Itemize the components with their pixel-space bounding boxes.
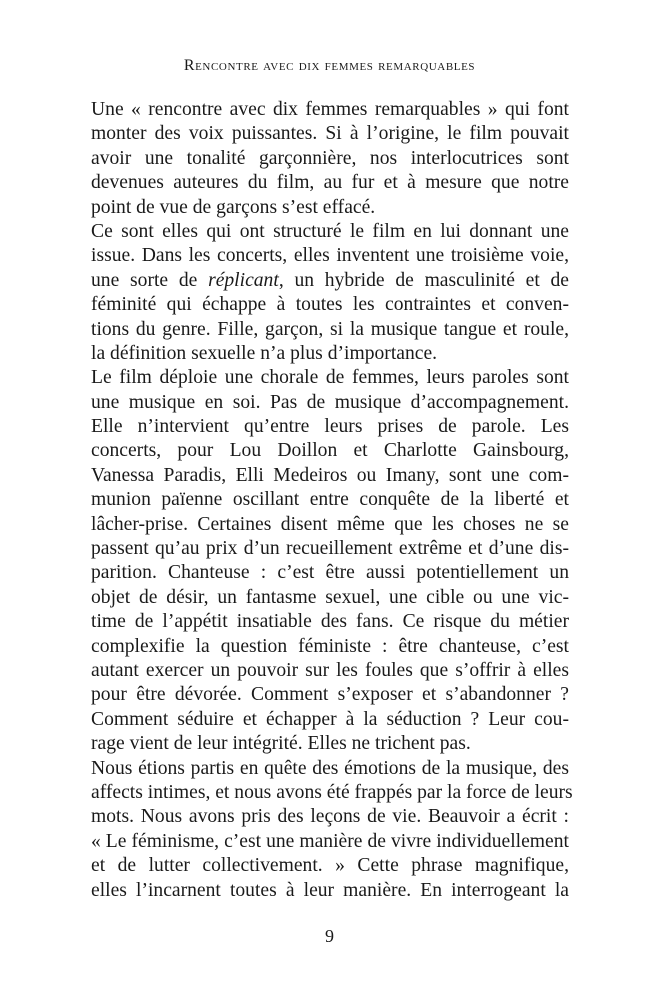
text-line: Elle n’intervient qu’entre leurs prises de parole. Les [91,416,569,438]
text-line: objet de désir, un fantasme sexuel, une cible ou une vic- [91,586,569,608]
text-line: point de vue de garçons s’est effacé. [91,196,376,218]
text-line: et de lutter collectivement. » Cette phrase magnifique, [91,855,569,877]
text-segment: , un hybride de masculinité et de [278,269,569,291]
text-line: autant exercer un pouvoir sur les foules que s’offrir à elles [91,659,569,681]
paragraph-4 [91,757,573,903]
text-line: avoir une tonalité garçonnière, nos interlocutrices sont [91,147,569,169]
page-number: 9 [325,926,334,946]
text-line: parition. Chanteuse : c’est être aussi potentiellement un [91,562,569,584]
paragraph-2 [91,220,569,366]
text-line: issue. Dans les concerts, elles inventent une troisième voie, [91,245,569,267]
text-line: Le film déploie une chorale de femmes, leurs paroles sont [91,367,569,389]
text-segment: une sorte de [91,269,209,291]
text-line: Comment séduire et échapper à la séduction ? Leur cou- [91,708,569,730]
text-line: elles l’incarnent toutes à leur manière. En interrogeant la [91,879,569,901]
text-line: Une « rencontre avec dix femmes remarquables » qui font [91,99,569,120]
text-line: passent qu’au prix d’un recueillement extrême et d’une dis- [91,538,569,560]
text-line: Ce sont elles qui ont structuré le film en lui donnant une [91,220,569,242]
text-line: lâcher-prise. Certaines disent même que les choses ne se [91,513,569,535]
text-line: affects intimes, et nous avons été frappés par la force de leurs [91,781,573,803]
text-line: féminité qui échappe à toutes les contraintes et conven- [91,294,569,316]
text-line: munion païenne oscillant entre conquête de la liberté et [91,489,569,511]
text-line: mots. Nous avons pris des leçons de vie. Beauvoir a écrit : [91,806,569,828]
text-line: « Le féminisme, c’est une manière de vivre individuellement [91,830,569,852]
text-line: la définition sexuelle n’a plus d’importance. [91,342,438,364]
paragraph-1 [91,98,569,220]
text-line-mixed [91,269,569,293]
text-line: monter des voix puissantes. Si à l’origine, le film pouvait [91,123,569,145]
text-line: pour être dévorée. Comment s’exposer et s’abandonner ? [91,684,569,706]
text-line: time de l’appétit insatiable des fans. Ce risque du métier [91,611,569,633]
text-line: complexifie la question féministe : être chanteuse, c’est [91,635,569,657]
body-text [91,98,573,903]
text-line: tions du genre. Fille, garçon, si la musique tangue et roule, [91,318,569,340]
text-line: rage vient de leur intégrité. Elles ne trichent pas. [91,733,471,755]
text-line: concerts, pour Lou Doillon et Charlotte Gainsbourg, [91,440,569,462]
italic-term: réplicant [208,269,279,291]
text-line: devenues auteures du film, au fur et à mesure que notre [91,172,569,194]
text-line: Nous étions partis en quête des émotions de la musique, des [91,757,569,779]
running-header: Rencontre avec dix femmes remarquables [183,57,476,74]
text-line: une musique en soi. Pas de musique d’accompagnement. [91,391,569,413]
paragraph-3 [91,366,569,756]
text-line: Vanessa Paradis, Elli Medeiros ou Imany, sont une com- [91,464,569,486]
